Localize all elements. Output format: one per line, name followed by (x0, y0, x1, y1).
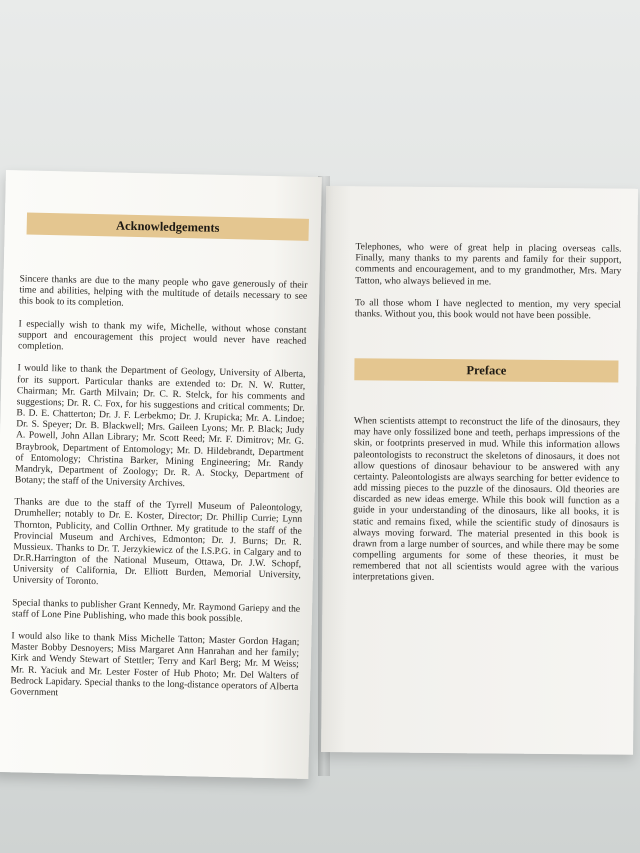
acknowledgements-body (10, 262, 308, 715)
acknowledgements-paragraph: Special thanks to publisher Grant Kennedy, Mr. Raymond Gariepy and the staff of Lone Pine Publishing, who made this book possible. (11, 596, 301, 625)
preface-paragraph: When scientists attempt to reconstruct the life of the dinosaurs, they may have only fossilized bone and teeth, perhaps impressions of the skin, or footprints preserved in mud. While this information allows paleontologists to reconstruct the skeletons of dinosaurs, it does not allow questions of dinosaur behaviour to be answered with any certainty. Paleontologists are always searching for better evidence to add missing pieces to the puzzle of the dinosaurs. Old theories are discarded as new ideas emerge. While this book will function as a guide in your understanding of the dinosaurs, like all books, it is static and remains fixed, while the scientific study of dinosaurs is always moving forward. The material presented in this book is drawn from a large number of sources, and while there may be some compelling arguments for some of these theories, it must be remembered that not all scientists would agree with the various interpretations given. (352, 415, 620, 584)
acknowledgements-heading: Acknowledgements (27, 212, 309, 240)
continuation-paragraph: Telephones, who were of great help in placing overseas calls. Finally, many thanks to my parents and family for their support, comments and encouragement, and to my grandmother, Mrs. Mary Tatton, who always believed in me. (355, 241, 622, 288)
acknowledgements-paragraph: I especially wish to thank my wife, Michelle, without whose constant support and encouragement this project would never have reached completion. (17, 318, 307, 353)
acknowledgements-continuation (355, 230, 622, 333)
acknowledgements-paragraph: Sincere thanks are due to the many people who gave generously of their time and abilities, helping with the multitude of details necessary to see this book to its completion. (18, 273, 308, 310)
acknowledgements-paragraph: I would also like to thank Miss Michelle Tatton; Master Gordon Hagan; Master Bobby Desnoyers; Miss Margaret Ann Hanrahan and her family; Kirk and Wendy Stewart of Stettler; Terry and Karl Berg; Mr. M Weiss; Mr. R. Yaciuk and Mr. Lester Foster of Hub Photo; Mr. Del Walters of Bedrock Lapidary. Special thanks to the long-distance operators of Alberta Government (10, 630, 300, 699)
preface-heading: Preface (354, 358, 618, 382)
acknowledgements-paragraph: I would like to thank the Department of Geology, University of Alberta, for its support. Particular thanks are extended to: Dr. N. W. Rutter, Chairman; Mr. Garth Milvain; Dr. C. R. Stelck, for his comments and suggestions; Dr. R. C. Fox, for his suggestions and critical comments; Dr. B. D. E. Chatterton; Dr. J. F. Lerbekmo; Dr. J. Krupicka; Mr. A. Lindoe; Dr. S. Speyer; Dr. B. Blackwell; Mrs. Gaileen Lyons; Mr. P. Black; Judy A. Powell, John Allan Library; Mr. Scott Reed; Mr. F. Dimitrov; Mr. G. Braybrook, Department of Entomology; Mr. D. Hildebrandt, Department of Entomology; Christina Barker, Mining Engineering; Mr. Randy Mandryk, Department of Zoology; Dr. R. A. Stocky, Department of Botany; the staff of the University Archives. (14, 362, 306, 490)
acknowledgements-paragraph: Thanks are due to the staff of the Tyrrell Museum of Paleontology, Drumheller; notably to Dr. E. Koster, Director; Dr. Phillip Currie; Lynn Thornton, Publicity, and Collin Orthner. My gratitude to the staff of the Provincial Museum and Archives, Edmonton; Dr. J. Burns; Dr. R. Mussieux. Thanks to Dr. T. Jerzykiewicz of the I.S.P.G. in Calgary and to Dr.R.Harrington of the National Museum, Ottawa, Dr. J.W. Schopf, University of California, Dr. Elliott Burden, Memorial University, University of Toronto. (12, 496, 303, 588)
right-page (321, 186, 638, 755)
preface-body (352, 404, 620, 596)
continuation-paragraph: To all those whom I have neglected to mention, my very special thanks. Without you, this book would not have been possible. (354, 297, 622, 322)
left-page (0, 170, 322, 779)
